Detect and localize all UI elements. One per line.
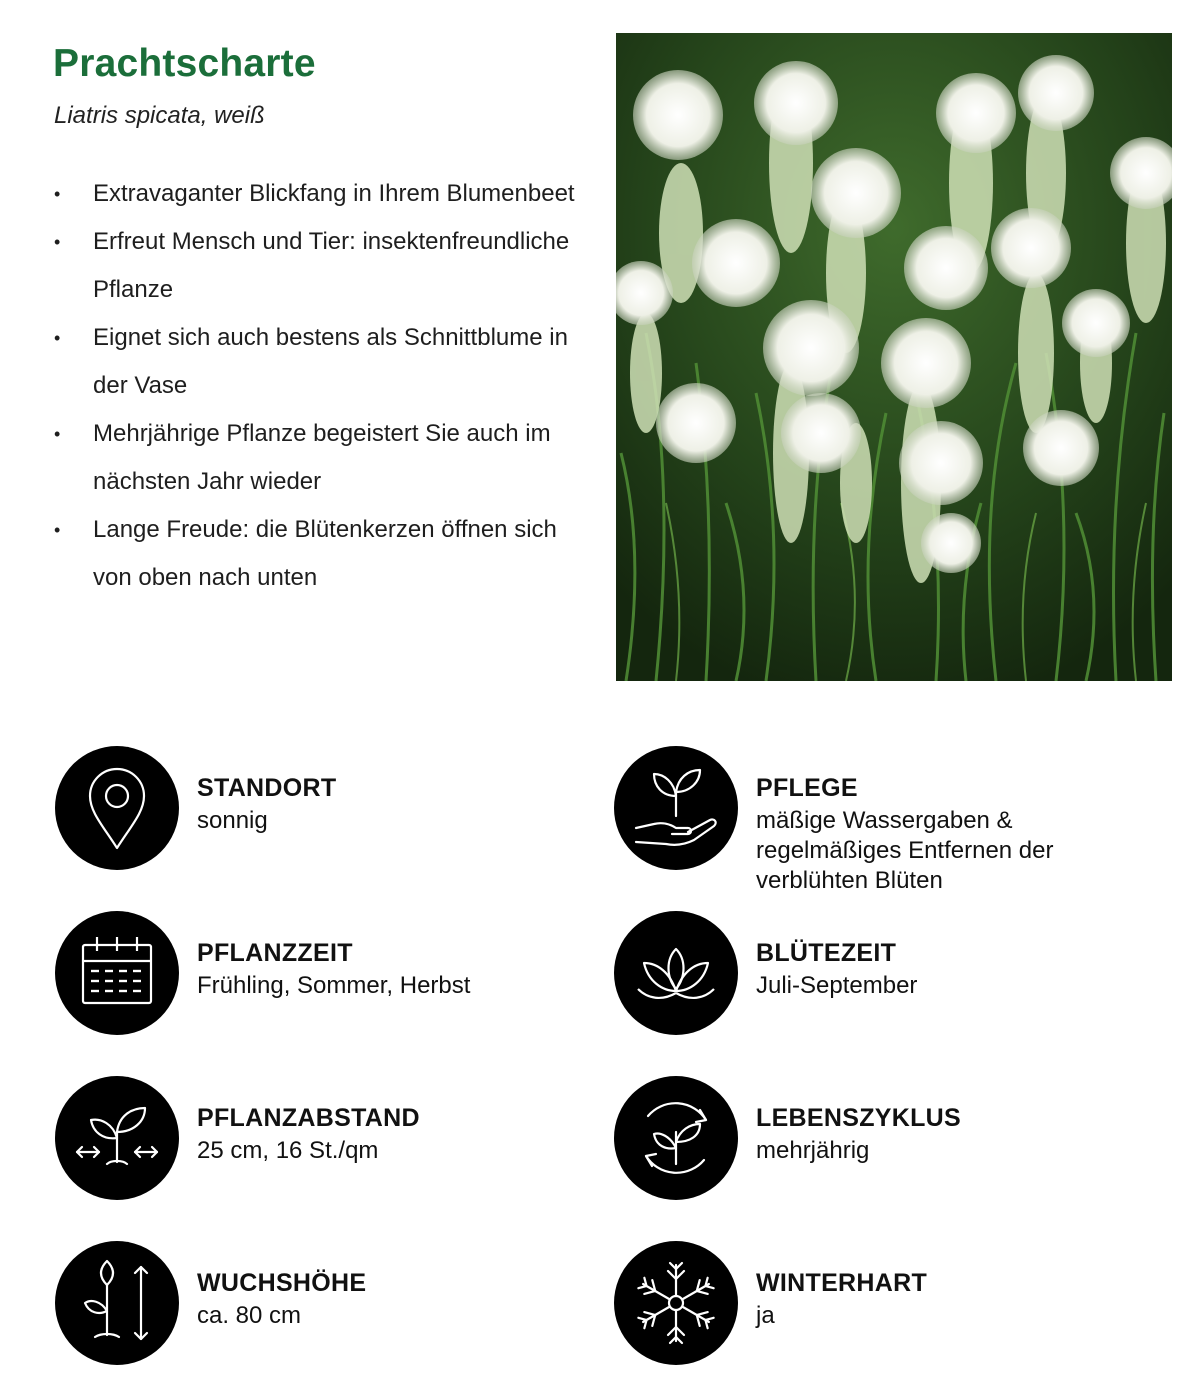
bullet: • <box>54 424 61 444</box>
icon-circle <box>55 1076 179 1200</box>
hand-seedling-icon <box>614 746 738 870</box>
feature-text: Lange Freude: die Blütenkerzen öffnen sich von oben nach unten <box>93 516 557 591</box>
property-value: mäßige Wassergaben & regelmäßiges Entfernen der verblühten Blüten <box>756 807 1054 894</box>
feature-item <box>54 506 594 602</box>
snowflake-icon <box>614 1241 738 1365</box>
cycle-plant-icon <box>614 1076 738 1200</box>
feature-list <box>54 170 594 602</box>
product-title: Prachtscharte <box>53 42 316 85</box>
icon-circle <box>55 911 179 1035</box>
plant-height-icon <box>55 1241 179 1365</box>
icon-circle <box>614 1076 738 1200</box>
property-label: WINTERHART <box>756 1269 928 1297</box>
bullet: • <box>54 520 61 540</box>
property-pflanzzeit <box>55 911 575 1041</box>
bullet: • <box>54 232 61 252</box>
property-value: sonnig <box>197 807 268 834</box>
feature-item <box>54 170 594 218</box>
liatris-flowers-image <box>616 33 1172 681</box>
icon-circle <box>55 746 179 870</box>
plant-spacing-icon <box>55 1076 179 1200</box>
lotus-flower-icon <box>614 911 738 1035</box>
property-value: 25 cm, 16 St./qm <box>197 1137 379 1164</box>
property-pflege <box>614 746 1134 894</box>
property-label: BLÜTEZEIT <box>756 939 897 967</box>
icon-circle <box>614 1241 738 1365</box>
property-pflanzabstand <box>55 1076 575 1206</box>
feature-text: Eignet sich auch bestens als Schnittblume in der Vase <box>93 324 568 399</box>
bullet: • <box>54 328 61 348</box>
botanical-name: Liatris spicata, weiß <box>54 102 265 129</box>
product-photo <box>616 33 1172 681</box>
icon-circle <box>55 1241 179 1365</box>
feature-item <box>54 314 594 410</box>
property-wuchshoehe <box>55 1241 575 1371</box>
property-label: WUCHSHÖHE <box>197 1269 367 1297</box>
bullet: • <box>54 184 61 204</box>
calendar-icon <box>55 911 179 1035</box>
property-standort <box>55 746 575 876</box>
property-winterhart <box>614 1241 1134 1371</box>
feature-text: Mehrjährige Pflanze begeistert Sie auch im nächsten Jahr wieder <box>93 420 551 495</box>
property-label: PFLANZZEIT <box>197 939 353 967</box>
feature-text: Extravaganter Blickfang in Ihrem Blumenbeet <box>93 180 575 207</box>
property-lebenszyklus <box>614 1076 1134 1206</box>
property-value: ca. 80 cm <box>197 1302 302 1329</box>
property-label: PFLANZABSTAND <box>197 1104 420 1132</box>
feature-text: Erfreut Mensch und Tier: insektenfreundliche Pflanze <box>93 228 570 303</box>
icon-circle <box>614 746 738 870</box>
property-value: ja <box>756 1302 775 1329</box>
feature-item <box>54 410 594 506</box>
property-value: Juli-September <box>756 972 918 999</box>
property-label: LEBENSZYKLUS <box>756 1104 962 1132</box>
property-bluetezeit <box>614 911 1134 1041</box>
location-pin-icon <box>55 746 179 870</box>
property-label: PFLEGE <box>756 774 858 802</box>
feature-item <box>54 218 594 314</box>
property-label: STANDORT <box>197 774 337 802</box>
property-value: mehrjährig <box>756 1137 870 1164</box>
icon-circle <box>614 911 738 1035</box>
property-value: Frühling, Sommer, Herbst <box>197 972 471 999</box>
